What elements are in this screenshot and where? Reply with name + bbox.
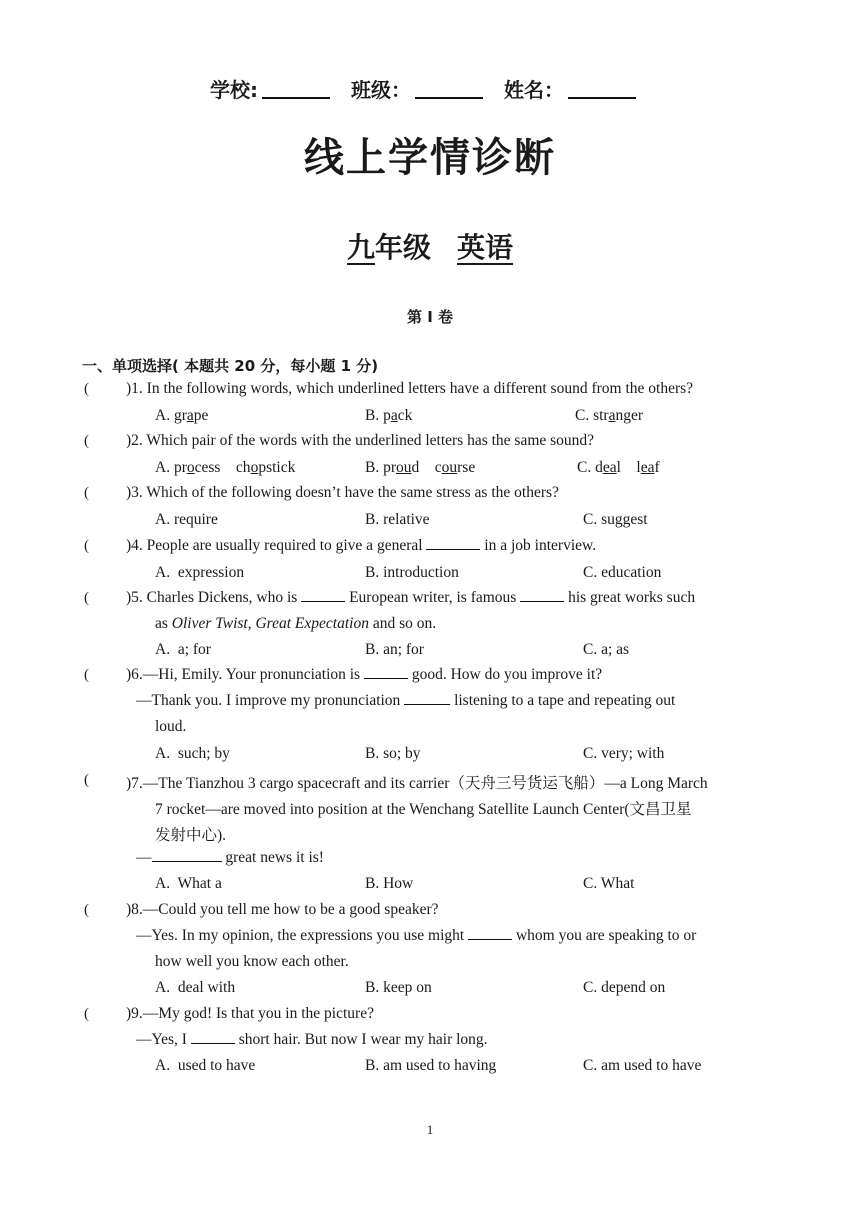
option-a[interactable]: A. such; by	[155, 745, 230, 762]
question-6-line-3: loud.	[155, 718, 187, 735]
answer-paren[interactable]: (	[84, 667, 89, 683]
option-b[interactable]: B. am used to having	[365, 1057, 497, 1074]
option-a[interactable]: A. deal with	[155, 979, 236, 996]
question-2: )2. Which pair of the words with the underlined letters has the same sound?	[126, 432, 595, 449]
question-8-line-3: how well you know each other.	[155, 953, 349, 970]
name-label: 姓名：	[503, 78, 564, 102]
option-a[interactable]: A. grape	[155, 407, 209, 424]
option-c[interactable]: C. a; as	[583, 641, 630, 658]
option-a[interactable]: A. expression	[155, 564, 245, 581]
answer-blank[interactable]	[364, 666, 408, 679]
question-1: )1. In the following words, which underlined letters have a different sound from the others?	[126, 380, 694, 397]
question-7-line-2: 7 rocket—are moved into position at the Wenchang Satellite Launch Center(文昌卫星	[155, 801, 692, 818]
answer-paren[interactable]: (	[84, 381, 89, 397]
grade-subject	[0, 226, 860, 266]
option-c[interactable]: C. suggest	[583, 511, 648, 528]
option-b[interactable]: B. an; for	[365, 641, 424, 658]
option-c[interactable]: C. education	[583, 564, 662, 581]
grade-suffix: 年级	[374, 231, 431, 264]
answer-paren[interactable]: (	[84, 433, 89, 449]
question-8-line-2: —Yes. In my opinion, the expressions you use might whom you are speaking to or	[136, 927, 697, 944]
option-b[interactable]: B. How	[365, 875, 414, 892]
grade-value: 九	[346, 231, 375, 264]
option-b[interactable]: B. so; by	[365, 745, 421, 762]
question-8: )8.—Could you tell me how to be a good speaker?	[126, 901, 439, 918]
section-title: 一、单项选择( 本题共 20 分，每小题 1 分)	[82, 357, 379, 375]
question-4: )4. People are usually required to give a general in a job interview.	[126, 537, 597, 554]
answer-blank[interactable]	[404, 692, 450, 705]
option-b[interactable]: B. pack	[365, 407, 413, 424]
answer-paren[interactable]: (	[84, 590, 89, 606]
class-label: 班级：	[351, 78, 411, 102]
option-b[interactable]: B. keep on	[365, 979, 432, 996]
option-c[interactable]: C. am used to have	[583, 1057, 702, 1074]
answer-blank[interactable]	[152, 849, 222, 862]
subject-value: 英语	[457, 231, 514, 264]
option-c[interactable]: C. What	[583, 875, 635, 892]
answer-blank[interactable]	[191, 1031, 235, 1044]
answer-paren[interactable]: (	[84, 772, 89, 788]
option-b[interactable]: B. relative	[365, 511, 430, 528]
name-field[interactable]	[568, 79, 636, 99]
option-b[interactable]: B. introduction	[365, 564, 459, 581]
page-number: 1	[426, 1122, 434, 1137]
option-a[interactable]: A. require	[155, 511, 218, 528]
answer-blank[interactable]	[301, 589, 345, 602]
option-c[interactable]: C. depend on	[583, 979, 666, 996]
question-7-line-3: 发射中心).	[155, 827, 227, 844]
option-a[interactable]: A. process chopstick	[155, 459, 296, 476]
question-7: )7.—The Tianzhou 3 cargo spacecraft and its carrier（天舟三号货运飞船）—a Long March	[126, 775, 708, 792]
answer-paren[interactable]: (	[84, 485, 89, 501]
question-3: )3. Which of the following doesn’t have the same stress as the others?	[126, 484, 559, 501]
answer-blank[interactable]	[426, 537, 480, 550]
option-a[interactable]: A. a; for	[155, 641, 211, 658]
question-5: )5. Charles Dickens, who is European writer, is famous his great works such	[126, 589, 696, 606]
class-field[interactable]	[415, 79, 483, 99]
option-c[interactable]: C. stranger	[575, 407, 644, 424]
question-6: )6.—Hi, Emily. Your pronunciation is good. How do you improve it?	[126, 666, 603, 683]
answer-paren[interactable]: (	[84, 538, 89, 554]
question-6-line-2: —Thank you. I improve my pronunciation listening to a tape and repeating out	[136, 692, 676, 709]
student-info-line	[0, 74, 860, 103]
question-9: )9.—My god! Is that you in the picture?	[126, 1005, 374, 1022]
answer-blank[interactable]	[468, 927, 512, 940]
option-c[interactable]: C. very; with	[583, 745, 665, 762]
option-a[interactable]: A. used to have	[155, 1057, 256, 1074]
answer-paren[interactable]: (	[84, 1006, 89, 1022]
question-5-line-2: as Oliver Twist, Great Expectation and so on.	[155, 615, 437, 632]
option-a[interactable]: A. What a	[155, 875, 222, 892]
option-b[interactable]: B. proud course	[365, 459, 476, 476]
question-7-line-4: — great news it is!	[136, 849, 324, 866]
question-9-line-2: —Yes, I short hair. But now I wear my hair long.	[136, 1031, 488, 1048]
school-field[interactable]	[262, 79, 330, 99]
answer-blank[interactable]	[520, 589, 564, 602]
option-c[interactable]: C. deal leaf	[577, 459, 660, 476]
answer-paren[interactable]: (	[84, 902, 89, 918]
school-label: 学校:	[210, 78, 259, 102]
exam-title: 线上学情诊断	[304, 135, 556, 181]
volume-label: 第 I 卷	[406, 308, 454, 326]
